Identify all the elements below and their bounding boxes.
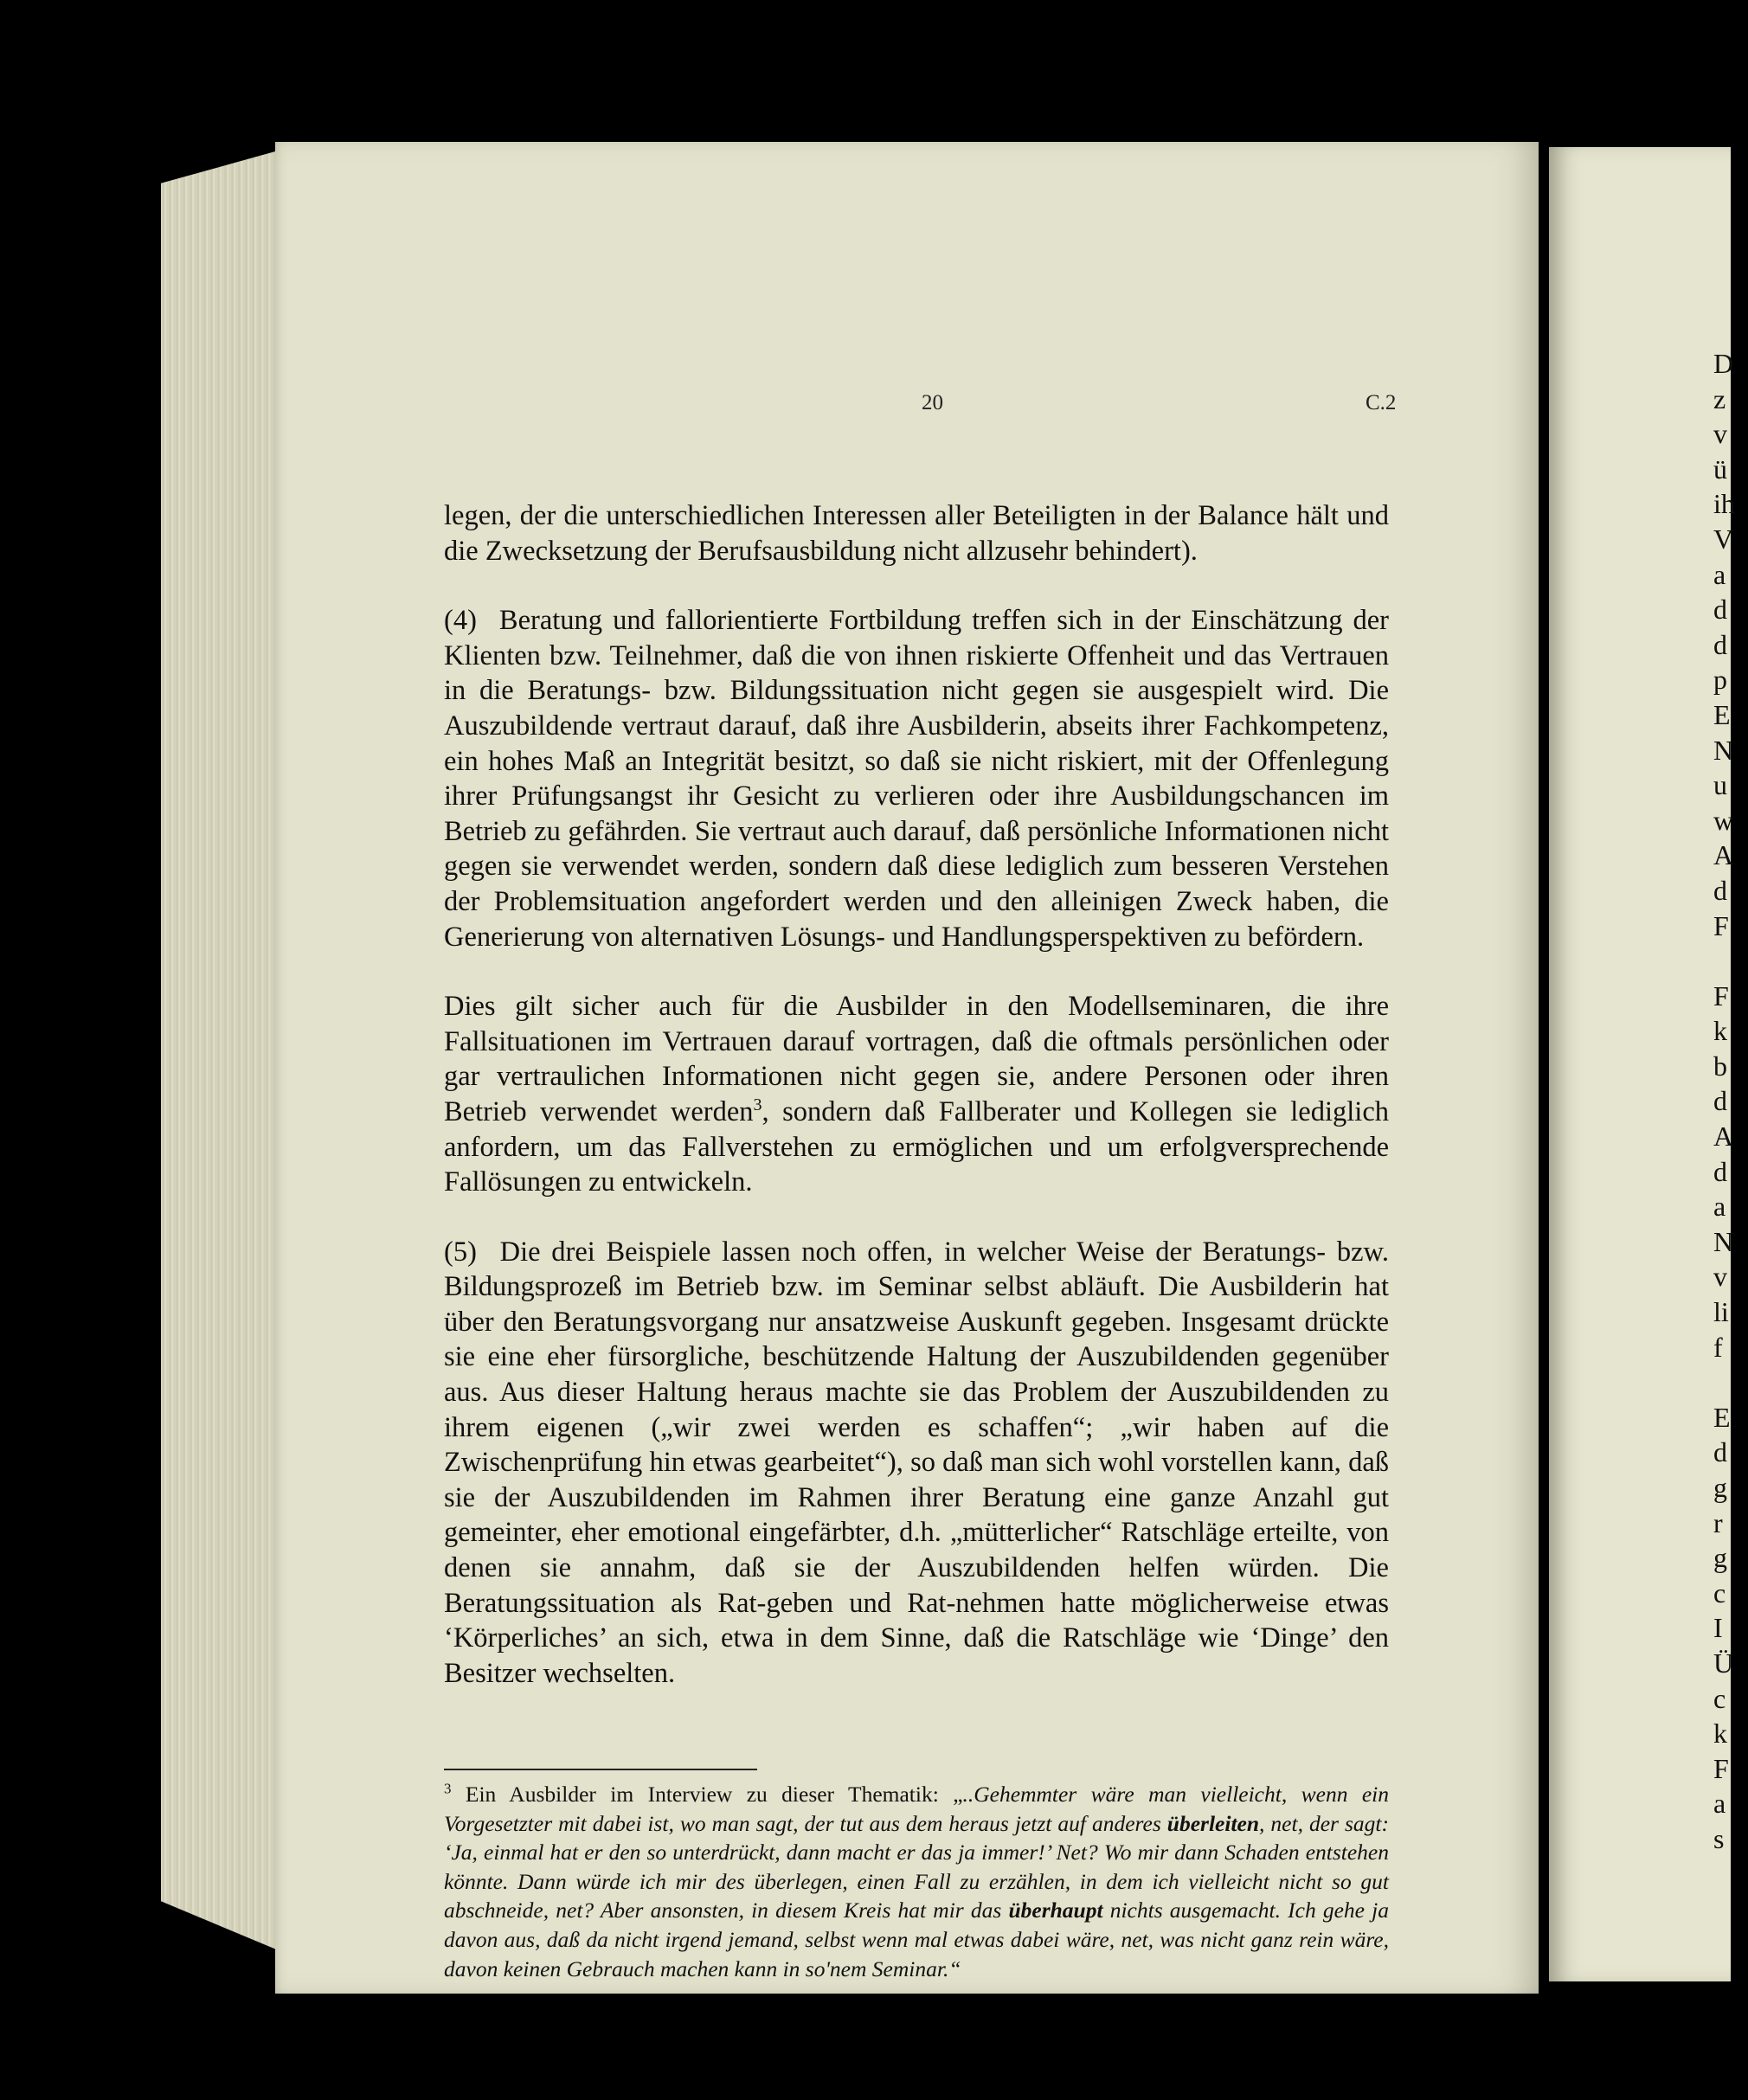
facing-page-letter: c [1713,1682,1726,1714]
page-header [275,391,1539,426]
facing-page-letter: ih [1713,488,1735,520]
paragraph-text: Dies gilt sicher auch für die Ausbilder in den Modellseminaren, die ihre Fallsituationen im Vertrauen darauf vortragen, daß die oftmals persönlichen oder gar vertraulichen Informationen nicht gegen sie, andere Personen oder ihren Betrieb verwendet werden [444,991,1389,1127]
page-number: 20 [922,391,943,414]
paragraph-continuation [444,498,1389,568]
facing-page-letter: V [1713,523,1734,555]
facing-page-letter: F [1713,979,1729,1011]
footnote-quote [444,1782,1389,1981]
footnote-quote-part: , net, der sagt: ‘Ja, einmal hat er den so unterdrückt, dann macht er das ja immer!’ Net? Wo mir dann Schaden entstehen könnte. Dann würde ich mir des überlegen, einen Fall zu erzählen, in dem ich vielleicht nicht so gut abschneide, net? Aber ansonsten, in diesem Kreis hat mir das [444,1810,1389,1923]
facing-page-letter: w [1713,804,1734,836]
facing-page-letter: k [1713,1718,1727,1750]
facing-page-letter: d [1713,628,1727,660]
footnote-quote-emphasis: überhaupt [1008,1898,1103,1923]
facing-page-letter: a [1713,1191,1726,1223]
body-text [444,498,1389,1725]
paragraph-trust [444,989,1389,1200]
facing-page-letter: f [1713,1331,1723,1363]
facing-page-letter [1713,1365,1748,1400]
facing-page-letter: k [1713,1015,1727,1047]
facing-page-letter: N [1713,734,1734,766]
paragraph-text: legen, der die unterschiedlichen Interessen aller Beteiligten in der Balance hält und die Zwecksetzung der Berufsausbildung nicht allzusehr behindert). [444,500,1389,567]
facing-page-letter: A [1713,1121,1734,1153]
facing-page-letter: I [1713,1612,1723,1644]
footnote-quote-emphasis: überleiten [1166,1810,1260,1836]
facing-page-letter: A [1713,839,1734,871]
facing-page-letter: v [1713,1261,1727,1293]
footnote-reference[interactable]: 3 [753,1095,762,1115]
facing-page-letter: a [1713,1788,1726,1820]
paragraph-text: Beratung und fallorientierte Fortbildung treffen sich in der Einschätzung der Klienten bzw. Teilnehmer, daß die von ihnen riskierte Offenheit und das Vertrauen in die Beratungs- bzw. Bildungssituation nicht gegen sie ausgespielt wird. Die Auszubildende vertraut darauf, daß ihre Ausbilderin, abseits ihrer Fachkompetenz, ein hohes Maß an Integrität besitzt, so daß sie nicht riskiert, mit der Offenlegung ihrer Prüfungsangst ihr Gesicht zu verlieren oder ihre Ausbildungschancen im Betrieb zu gefährden. Sie vertraut auch darauf, daß persönliche Informationen nicht gegen sie verwendet werden, sondern daß diese lediglich zum besseren Verstehen der Problemsituation angefordert werden und den alleinigen Zweck haben, die Generierung von alternativen Lösungs- und Handlungsperspektiven zu befördern. [444,605,1389,953]
footnote-intro: Ein Ausbilder im Interview zu dieser Thematik: „ [451,1782,963,1807]
section-label: C.2 [1366,391,1397,414]
facing-page-letter: E [1713,1401,1731,1433]
facing-page-letter: z [1713,382,1726,414]
facing-page [1549,147,1735,1981]
footnote-divider [444,1769,757,1770]
facing-page-letter: F [1713,909,1729,941]
facing-page-text-edge [1713,346,1748,1857]
footnote-quote-part: ..Gehemmter wäre man vielleicht, wenn ein Vorgesetzter mit dabei ist, wo man sagt, der tut aus dem heraus jetzt auf anderes [444,1782,1389,1836]
book-page-stack [161,147,291,1956]
facing-page-letter: d [1713,1085,1727,1117]
footnote-number: 3 [444,1780,452,1797]
paragraph-5 [444,1235,1389,1692]
facing-page-letter: d [1713,1155,1727,1187]
paragraph-number: (5) [444,1236,477,1268]
paragraph-text: , sondern daß Fallberater und Kollegen sie lediglich anfordern, um das Fallverstehen zu ermöglichen und um erfolgversprechende Fallösungen zu entwickeln. [444,1095,1389,1198]
facing-page-letter: g [1713,1542,1727,1574]
facing-page-letter: E [1713,698,1731,730]
paragraph-text: Die drei Beispiele lassen noch offen, in welcher Weise der Beratungs- bzw. Bildungsprozeß im Betrieb bzw. im Seminar selbst abläuft. Die Ausbilderin hat über den Beratungsvorgang nur ansatzweise Auskunft gegeben. Insgesamt drückte sie eine eher fürsorgliche, beschützende Haltung der Auszubildenden gegenüber aus. Aus dieser Haltung heraus machte sie das Problem der Auszubildenden zu ihrem eigenen („wir zwei werden es schaffen“; „wir haben auf die Zwischenprüfung hin etwas gearbeitet“), so daß man sich wohl vorstellen kann, daß sie der Auszubildenden im Rahmen ihrer Beratung eine ganze Anzahl gut gemeinter, eher emotional eingefärbter, d.h. „mütterlicher“ Ratschläge erteilte, von denen sie annahm, daß sie der Auszubildenden helfen würden. Die Beratungssituation als Rat-geben und Rat-nehmen hatte möglicherweise etwas ‘Körperliches’ an sich, etwa in dem Sinne, daß die Ratschläge wie ‘Dinge’ den Besitzer wechselten. [444,1236,1390,1689]
facing-page-letter: N [1713,1225,1734,1257]
book-page [275,142,1539,1994]
facing-page-letter: a [1713,558,1726,590]
facing-page-letter: c [1713,1577,1726,1609]
facing-page-letter: D [1713,348,1734,379]
facing-page-letter: g [1713,1472,1727,1503]
facing-page-letter: li [1713,1296,1729,1328]
paragraph-4 [444,603,1389,954]
paragraph-number: (4) [444,605,477,637]
footnote-quote-part: nichts ausgemacht. Ich gehe ja davon aus, daß da nicht irgend jemand, selbst wenn mal etwas dabei wäre, net, was nicht ganz rein wäre, davon keinen Gebrauch machen kann in so'nem Seminar.“ [444,1898,1389,1981]
facing-page-letter: u [1713,769,1727,801]
facing-page-letter [1713,943,1748,979]
facing-page-letter: d [1713,594,1727,626]
facing-page-letter: v [1713,418,1727,450]
facing-page-letter: s [1713,1822,1725,1854]
facing-page-letter: r [1713,1506,1723,1538]
facing-page-letter: d [1713,1436,1727,1468]
facing-page-letter: F [1713,1752,1729,1784]
facing-page-letter: d [1713,874,1727,906]
facing-page-letter: Ü [1713,1647,1734,1679]
facing-page-letter: b [1713,1050,1727,1082]
facing-page-letter: p [1713,664,1727,696]
facing-page-letter: ü [1713,453,1727,485]
footnote [444,1780,1389,1983]
